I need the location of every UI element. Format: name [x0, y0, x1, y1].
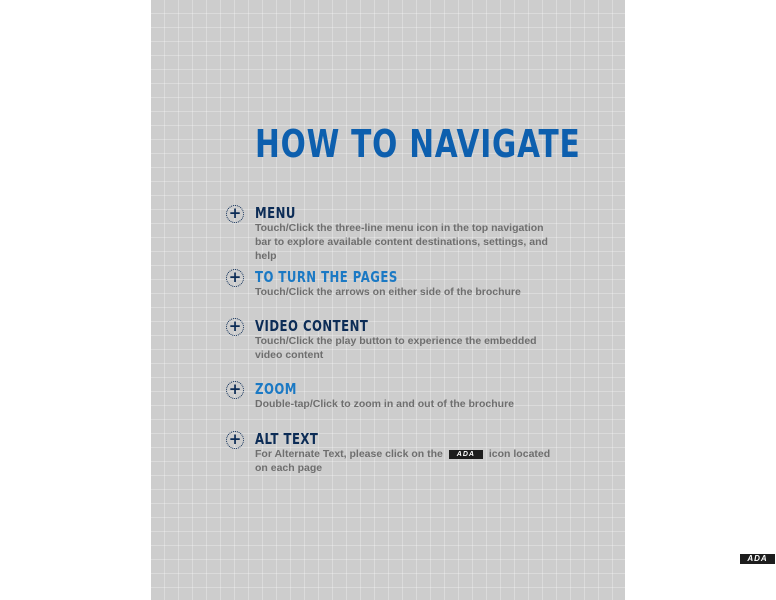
item-description: Touch/Click the arrows on either side of the brochure [255, 286, 521, 298]
alt-text-prefix: For Alternate Text, please click on the [255, 448, 443, 460]
item-description: Touch/Click the three-line menu icon in the top navigation bar to explore available content destinations, settings, and help [255, 222, 548, 262]
item-heading: ZOOM [255, 380, 297, 398]
alt-text-suffix: icon located on each page [255, 448, 551, 474]
plus-icon: + [226, 381, 244, 399]
item-description: Double-tap/Click to zoom in and out of the brochure [255, 398, 514, 410]
ada-icon[interactable]: ADA [740, 554, 775, 564]
plus-icon: + [226, 205, 244, 223]
item-heading: ALT TEXT [255, 430, 319, 448]
item-description [255, 447, 555, 475]
ada-inline-icon: ADA [449, 450, 483, 459]
item-heading: MENU [255, 204, 296, 222]
page-title: HOW TO NAVIGATE [255, 122, 581, 166]
item-heading: TO TURN THE PAGES [255, 268, 398, 286]
item-heading: VIDEO CONTENT [255, 317, 369, 335]
plus-icon: + [226, 318, 244, 336]
plus-icon: + [226, 431, 244, 449]
brochure-page [151, 0, 625, 600]
item-description: Touch/Click the play button to experience the embedded video content [255, 335, 537, 361]
plus-icon: + [226, 269, 244, 287]
